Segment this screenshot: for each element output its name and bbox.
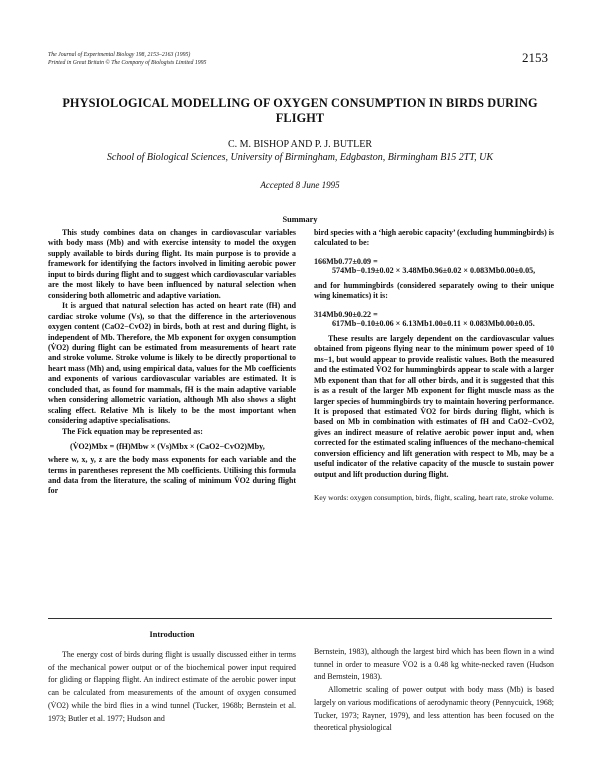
summary-heading: Summary [282,215,318,224]
page-number: 2153 [522,50,548,65]
summary-paragraph-7: These results are largely dependent on the cardiovascular values obtained from pigeons flying near to the minimum power speed of 10 ms−1, but would appear to provide realistic values. Both the measured and the estimated V̇O2 for hummingbirds appear to scale with a larger Mb exponent than that for all other birds, and it is suggested that this is as a result of the larger Mb exponent for flight muscle mass as the larger species of hummingbirds try to maintain hovering performance. It is proposed that estimated V̇O2 for birds during flight, which is based on Mb in combination with estimates of fH and CaO2−CvO2, gives an indirect measure of relative aerobic power input and, when corrected for the estimated scaling influences of the mechano-chemical conversion efficiency and lift generation with respect to Mb, may be a useful indicator of the relative capacity of the muscle to sustain power output and lift production during flight. [314,333,554,479]
introduction-paragraph-3: Allometric scaling of power output with body mass (Mb) is based largely on various modifications of aerodynamic theory (Pennycuick, 1968; Tucker, 1973; Rayner, 1979), and less attention has been focused on the theoretical physiological [314,685,554,733]
accepted-date: Accepted 8 June 1995 [260,180,340,190]
summary-paragraph-1: This study combines data on changes in cardiovascular variables with body mass (Mb) and with exercise intensity to model the oxygen supply available to birds during flight. Its main purpose is to provide a framework for identifying the factors involved in limiting aerobic power input to birds during flight and to suggest which cardiovascular variables are the most likely to have been influenced by natural selection when considering both allometric and adaptive variation. [48,228,296,300]
introduction-heading: Introduction [149,630,195,639]
affiliation: School of Biological Sciences, University of Birmingham, Edgbaston, Birmingham B15 2TT, UK [106,152,494,163]
summary-paragraph-2: It is argued that natural selection has acted on heart rate (fH) and cardiac stroke volume (Vs), so that the difference in the arteriovenous oxygen content (CaO2−CvO2) in birds, both at rest and during flight, is independent of Mb. Therefore, the Mb exponent for oxygen consumption (V̇O2) during flight can be estimated from measurements of heart rate and stroke volume. Stroke volume is likely to be directly proportional to heart mass (Mh) and, using empirical data, values for the Mb coefficients and exponents of various cardiovascular variables are estimated. It is concluded that, as found for mammals, fH is the main adaptive variable when considering allometric variation, although Mh also shows a slight scaling effect. Relative Mh is likely to be the most important when considering adaptive specialisations. [48,301,296,426]
summary-paragraph-3: The Fick equation may be represented as: [62,426,203,436]
introduction-paragraph-1: The energy cost of birds during flight is usually discussed either in terms of the mechanical power output or of the biochemical power input required for gliding or flapping flight. An indirect estimate of the aerobic power input can be calculated from measurements of the amount of oxygen consumed (V̇O2) while the bird flies in a wind tunnel (Tucker, 1968b; Bernstein et al. 1973; Butler et al. 1977; Hudson and [48,650,296,723]
introduction-left-column [48,649,296,725]
keywords: Key words: oxygen consumption, birds, flight, scaling, heart rate, stroke volume. [314,493,554,503]
summary-right-column [314,228,554,503]
summary-paragraph-6: and for hummingbirds (considered separately owing to their unique wing kinematics) it is: [314,280,554,301]
summary-paragraph-5: bird species with a ‘high aerobic capacity’ (excluding hummingbirds) is calculated to be: [314,228,554,248]
journal-line-1: The Journal of Experimental Biology 198, 2153–2163 (1995) [48,52,191,58]
summary-left-column [48,228,296,497]
equation-birds-line-2: 574Mb−0.19±0.02 × 3.48Mb0.96±0.02 × 0.083Mb0.00±0.05, [332,265,536,275]
journal-line-2: Printed in Great Britain © The Company of Biologists Limited 1995 [48,60,207,66]
equation-hummingbirds-line-2: 617Mb−0.10±0.06 × 6.13Mb1.00±0.11 × 0.083Mb0.00±0.05. [332,318,535,328]
summary-paragraph-4: where w, x, y, z are the body mass exponents for each variable and the terms in parentheses represent the Mb coefficients. Utilising this formula and data from the literature, the scaling of minimum V̇O2 during flight for [48,455,296,496]
paper-title: PHYSIOLOGICAL MODELLING OF OXYGEN CONSUMPTION IN BIRDS DURING FLIGHT [62,96,538,125]
authors: C. M. BISHOP AND P. J. BUTLER [227,139,373,150]
introduction-paragraph-2: Bernstein, 1983), although the largest bird which has been flown in a wind tunnel in order to measure V̇O2 is a 0.48 kg white-necked raven (Hudson and Bernstein, 1983). [314,647,554,682]
fick-equation: (V̇O2)Mbx = (fH)Mbw × (Vs)Mbx × (CaO2−CvO2)Mby, [70,442,265,452]
journal-citation [48,51,206,67]
introduction-right-column [314,646,554,735]
equation-hummingbirds-line-1: 314Mb0.90±0.22 = [314,309,378,319]
equation-birds-line-1: 166Mb0.77±0.09 = [314,256,378,266]
section-divider [48,618,552,619]
